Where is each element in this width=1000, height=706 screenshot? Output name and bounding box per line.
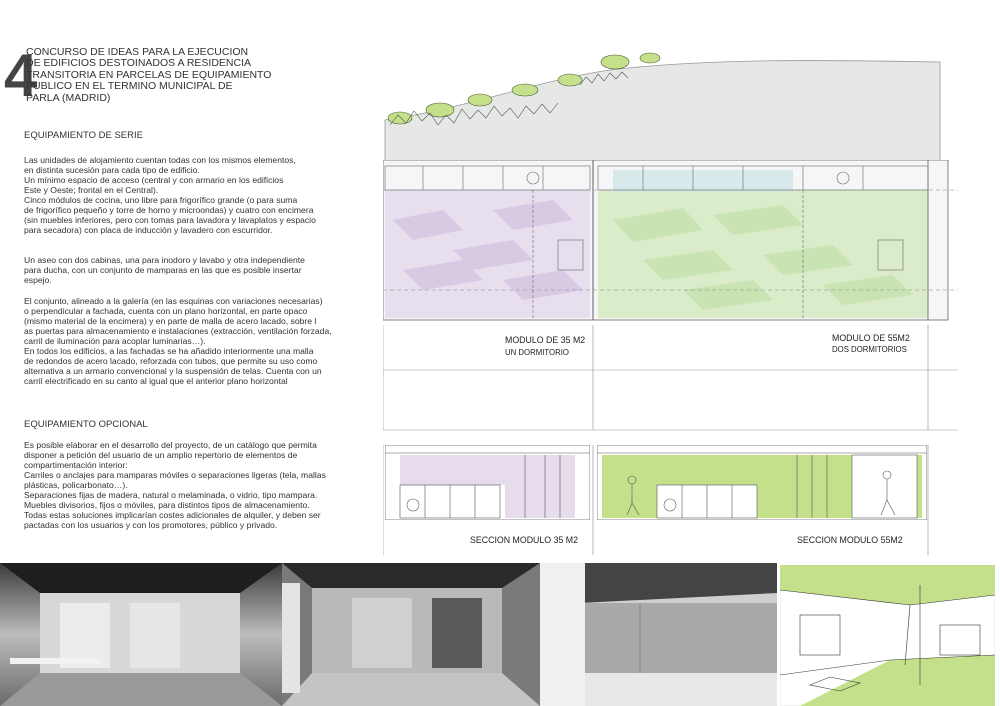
text-line: para secadora) con placa de inducción y lavadero con escurridor. <box>24 225 273 235</box>
text-line: Es posible elaborar en el desarrollo del proyecto, de un catálogo que permita <box>24 440 317 450</box>
opcional-heading: EQUIPAMIENTO OPCIONAL <box>24 419 148 430</box>
serie-paragraph-2 <box>24 255 364 285</box>
text-line: o perpendicular a fachada, cuenta con un plano horizontal, en parte opaco <box>24 306 308 316</box>
sketch-perspective <box>780 565 995 706</box>
section-55 <box>597 445 927 520</box>
text-line: para ducha, con un conjunto de mamparas en las que es posible insertar <box>24 265 302 275</box>
text-line: Carriles o anclajes para mamparas móviles o separaciones ligeras (tela, mallas <box>24 470 326 480</box>
interior-photo-2 <box>282 563 540 706</box>
text-line: Este y Oeste; frontal en el Central). <box>24 185 159 195</box>
text-line: espejo. <box>24 275 52 285</box>
text-line: Cinco módulos de cocina, uno libre para frigorífico grande (o para suma <box>24 195 298 205</box>
text-line: disponer a petición del usuario de un amplio repertorio de elementos de <box>24 450 298 460</box>
text-line: carril electrificado en su canto al igual que el anterior plano horizontal <box>24 376 288 386</box>
text-line: En todos los edificios, a las fachadas se ha añadido interiormente una malla <box>24 346 314 356</box>
module-55-sub: DOS DORMITORIOS <box>832 345 907 354</box>
title-line: TRANSITORIA EN PARCELAS DE EQUIPAMIENTO <box>26 68 272 81</box>
text-line: plásticas, policarbonato…). <box>24 480 128 490</box>
title-line: CONCURSO DE IDEAS PARA LA EJECUCION <box>26 46 249 58</box>
section-35 <box>385 445 590 520</box>
section-35-label: SECCION MODULO 35 M2 <box>470 535 579 545</box>
text-line: carril de iluminación para acoplar luminarias…). <box>24 336 206 346</box>
text-line: Todas estas soluciones implicarían costes adicionales de alquiler, y deben ser <box>24 510 321 520</box>
text-line: Separaciones fijas de madera, natural o melaminada, o vidrio, tipo mampara. <box>24 490 318 500</box>
title-line: DE EDIFICIOS DESTOINADOS A RESIDENCIA <box>26 57 252 70</box>
text-line: (sin muebles inferiores, pero con tomas para lavadora y lavaplatos y espacio <box>24 215 316 225</box>
module-35-label: MODULO DE 35 M2 <box>505 335 586 345</box>
text-line: Muebles divisorios, fijos o móviles, para distintos tipos de almacenamiento. <box>24 500 310 510</box>
roof-drawing <box>380 40 960 165</box>
text-line: de frigorífico pequeño y torre de horno y microondas) y cuatro con encimera <box>24 205 314 215</box>
text-line: (mismo material de la encimera) y en parte de malla de acero lacado, sobre l <box>24 316 317 326</box>
text-line: Un mínimo espacio de acceso (central y con armario en los edificios <box>24 175 284 185</box>
serie-heading: EQUIPAMIENTO DE SERIE <box>24 130 143 141</box>
text-line: as puertas para almacenamiento e instalaciones (extracción, ventilación forzada, <box>24 326 332 336</box>
text-line: en distinta sucesión para cada tipo de edificio. <box>24 165 200 175</box>
module-35-sub: UN DORMITORIO <box>505 348 569 357</box>
drawing-grid <box>383 325 963 555</box>
text-line: El conjunto, alineado a la galería (en las esquinas con variaciones necesarias) <box>24 296 323 306</box>
serie-paragraph-1 <box>24 155 364 235</box>
opcional-paragraph <box>24 440 364 530</box>
interior-photo-3 <box>540 563 777 706</box>
section-55-label: SECCION MODULO 55M2 <box>797 535 903 545</box>
project-title <box>26 47 326 104</box>
text-line: Las unidades de alojamiento cuentan todas con los mismos elementos, <box>24 155 296 165</box>
module-55-label: MODULO DE 55M2 <box>832 333 910 343</box>
serie-paragraph-3 <box>24 296 364 386</box>
sheet-number: 4 <box>4 42 38 109</box>
text-line: compartimentación interior: <box>24 460 128 470</box>
floor-plan <box>383 160 963 325</box>
text-line: Un aseo con dos cabinas, una para inodoro y lavabo y otra independiente <box>24 255 305 265</box>
title-line: PUBLICO EN EL TERMINO MUNICIPAL DE <box>26 80 233 93</box>
text-line: pactadas con los usuarios y con los promotores, público y privado. <box>24 520 278 530</box>
title-line: PARLA (MADRID) <box>26 91 111 104</box>
interior-photo-1 <box>0 563 282 706</box>
text-line: de redondos de acero lacado, reforzada con tubos, que permite su uso como <box>24 356 318 366</box>
text-line: alternativa a un armario convencional y la suspensión de telas. Cuenta con un <box>24 366 322 376</box>
